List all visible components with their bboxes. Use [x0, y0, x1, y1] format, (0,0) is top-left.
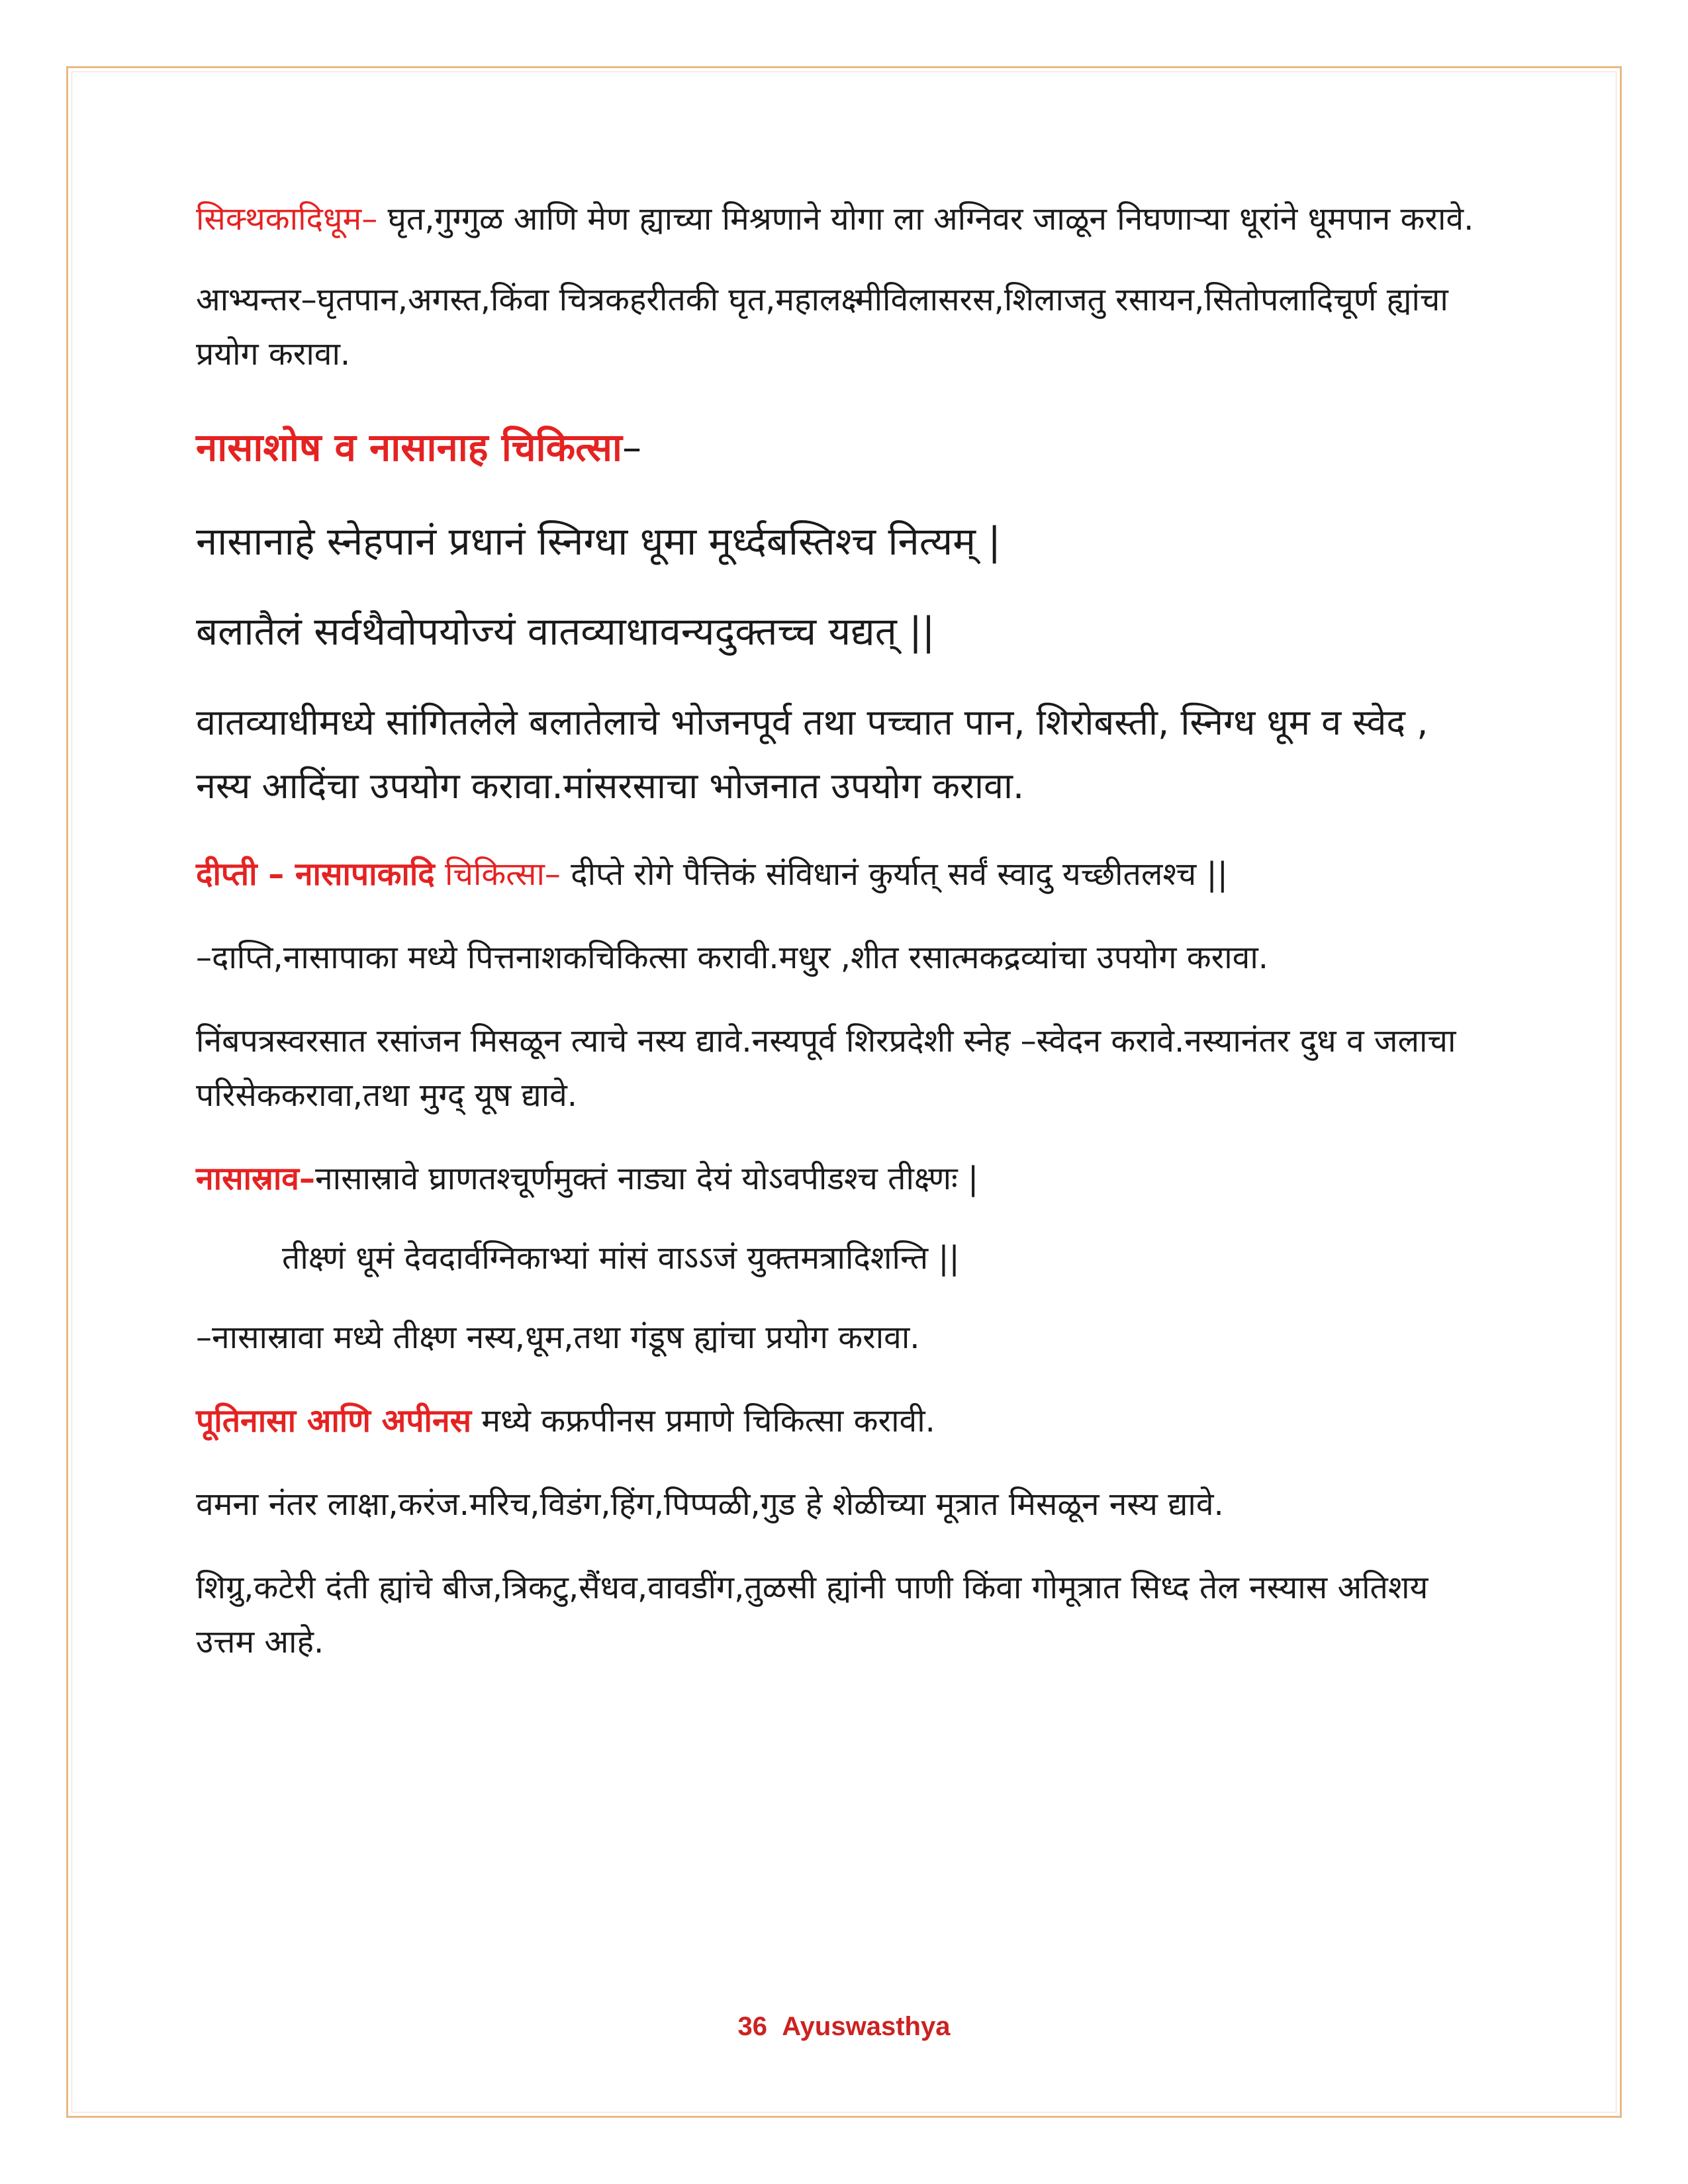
paragraph-text: वमना नंतर लाक्षा,करंज.मरिच,विडंग,हिंग,पिप्पळी,गुड हे शेळीच्या मूत्रात मिसळून नस्य द्यावे.: [196, 1486, 1224, 1523]
paragraph-text: वातव्याधीमध्ये सांगितलेले बलातेलाचे भोजनपूर्व तथा पच्चात पान, शिरोबस्ती, स्निग्ध धूम व स्वेद , नस्य आदिंचा उपयोग करावा.मांसरसाचा भोजनात उपयोग करावा.: [196, 702, 1429, 807]
heading-chikitsa: चिकित्सा–: [434, 856, 561, 893]
paragraph-text: –नासास्रावा मध्ये तीक्ष्ण नस्य,धूम,तथा गंडूष ह्यांचा प्रयोग करावा.: [196, 1319, 920, 1356]
paragraph-nimbapatra: [196, 1014, 1493, 1122]
paragraph-text: दीप्ते रोगे पैत्तिकं संविधानं कुर्यात् सर्वं स्वादु यच्छीतलश्च ||: [560, 856, 1228, 893]
paragraph-nasasrav: [196, 1152, 1493, 1206]
heading-deepti-nasapak: दीप्ती – नासापाकादि: [196, 856, 435, 893]
paragraph-sikthakadidhoom: [196, 192, 1493, 246]
paragraph-text: निंबपत्रस्वरसात रसांजन मिसळून त्याचे नस्य द्यावे.नस्यपूर्व शिरप्रदेशी स्नेह –स्वेदन करावे.नस्यानंतर दुध व जलाचा परिसेककरावा,तथा मुग्द् यूष द्यावे.: [196, 1023, 1456, 1114]
heading-nasasrav: नासास्राव–: [196, 1160, 316, 1197]
verse-line-1: [196, 507, 1493, 576]
paragraph-text: नासास्रावे घ्राणतश्चूर्णमुक्तं नाड्या देयं योऽवपीडश्च तीक्ष्णः |: [315, 1160, 979, 1197]
heading-nasashosh-chikitsa: नासाशोष व नासानाह चिकित्सा: [196, 425, 622, 470]
paragraph-abhyantar: [196, 273, 1493, 381]
page-footer: [0, 2012, 1688, 2042]
paragraph-deepti: [196, 847, 1493, 901]
heading-sikthakadidhoom: सिक्थकादिधूम–: [196, 201, 378, 238]
verse-text: बलातैलं सर्वथैवोपयोज्यं वातव्याधावन्यदुक्तच्च यद्यत् ||: [196, 609, 935, 654]
paragraph-pittanashak: [196, 931, 1493, 985]
page-content: [196, 192, 1493, 1669]
page-number: 36: [737, 2012, 768, 2041]
paragraph-text: –दाप्ति,नासापाका मध्ये पित्तनाशकचिकित्सा करावी.मधुर ,शीत रसात्मकद्रव्यांचा उपयोग करावा.: [196, 939, 1269, 976]
paragraph-text: मध्ये कफ्रपीनस प्रमाणे चिकित्सा करावी.: [471, 1402, 935, 1439]
verse-line-2: [196, 597, 1493, 666]
paragraph-text: शिग्रु,कटेरी दंती ह्यांचे बीज,त्रिकटु,सैंधव,वावडींग,तुळसी ह्यांनी पाणी किंवा गोमूत्रात सिध्द तेल नस्यास अतिशय उत्तम आहे.: [196, 1569, 1429, 1661]
verse-text: नासानाहे स्नेहपानं प्रधानं स्निग्धा धूमा मूर्ध्दबस्तिश्च नित्यम् |: [196, 519, 1001, 564]
paragraph-shigru: [196, 1561, 1493, 1669]
footer-title: Ayuswasthya: [782, 2012, 951, 2041]
paragraph-pootinasa: [196, 1394, 1493, 1448]
verse-text: तीक्ष्णं धूमं देवदार्वग्निकाभ्यां मांसं वाऽऽजं युक्तमत्रादिशन्ति ||: [282, 1240, 960, 1277]
paragraph-vatavyadhi: [196, 691, 1493, 818]
section-heading-nasashosh: [196, 413, 1493, 482]
paragraph-nasasrav-treatment: [196, 1310, 1493, 1365]
paragraph-text: आभ्यन्तर–घृतपान,अगस्त,किंवा चित्रकहरीतकी घृत,महालक्ष्मीविलासरस,शिलाजतु रसायन,सितोपलादिचूर्ण ह्यांचा प्रयोग करावा.: [196, 281, 1448, 373]
heading-pootinasa-apinas: पूतिनासा आणि अपीनस: [196, 1402, 472, 1439]
heading-suffix: –: [622, 425, 641, 470]
verse-indented: [196, 1231, 1493, 1285]
paragraph-text: घृत,गुग्गुळ आणि मेण ह्याच्या मिश्रणाने योगा ला अग्निवर जाळून निघणाऱ्या धूरांने धूमपान करावे.: [377, 201, 1474, 238]
paragraph-vamana: [196, 1477, 1493, 1531]
